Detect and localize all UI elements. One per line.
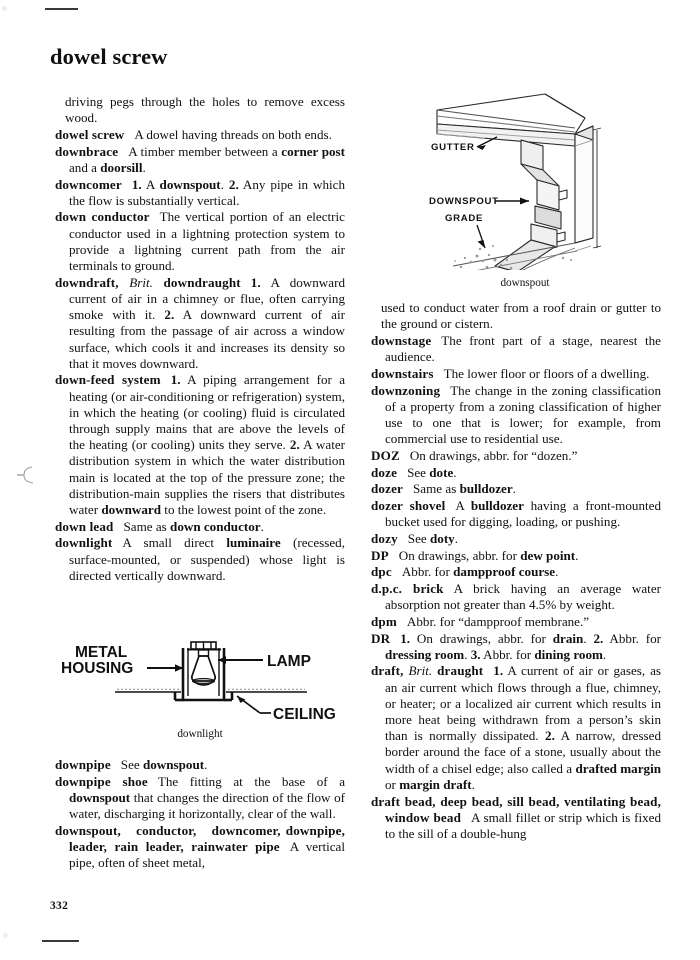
entry-text: Same as bulldozer.	[413, 481, 516, 497]
headword-lang-note: Brit.	[129, 274, 153, 290]
headword: dpm	[371, 613, 397, 629]
entry-text: 1. On drawings, abbr. for drain. 2. Abbr. for dressing room. 3. Abbr. for dining room.	[385, 630, 661, 662]
headword: dozer	[371, 481, 404, 497]
entry-dozer	[371, 481, 661, 497]
entry-down-conductor	[55, 209, 345, 274]
entry-dr	[371, 631, 661, 663]
headword: dozy	[371, 530, 398, 546]
figure-caption: downlight	[177, 728, 223, 740]
headword: downspout, conductor, downcomer, downpipe, leader, rain leader, rainwater pipe	[55, 822, 345, 855]
entry-text: See dote.	[407, 464, 457, 480]
entry-text: 1. A current of air or gases, as an air current which flows through a flue, chimney, or heater; or a localized air current which results in more heat being withdrawn from a person’s skin than is normally dissipated. 2. A narrow, dressed border around the face of a stone, usually about the width of a chisel edge; also called a drafted margin or margin draft.	[385, 663, 661, 792]
entry-text: The fitting at the base of a downspout that changes the direction of the flow of water, discharging it horizontally, clear of the wall.	[69, 773, 346, 822]
entry-dowel-screw	[55, 127, 345, 143]
entry-draft	[371, 663, 661, 793]
label-metal-housing-line2: HOUSING	[61, 660, 134, 677]
headword: downdraft,	[55, 274, 119, 290]
page-edge-rule-top	[45, 8, 78, 10]
headword: down lead	[55, 518, 114, 534]
entry-dpc-brick	[371, 581, 661, 613]
entry-text: A bulldozer having a front-mounted bucket used for digging, loading, or pushing.	[385, 497, 662, 530]
entry-text: Abbr. for “dampproof membrane.”	[406, 613, 590, 629]
entry-doz	[371, 448, 661, 464]
entry-text: A vertical pipe, often of sheet metal,	[69, 839, 346, 871]
headword-variant: downdraught	[163, 274, 241, 290]
entry-dpm	[371, 614, 661, 630]
right-column	[371, 300, 661, 843]
entry-text: The front part of a stage, nearest the audience.	[385, 332, 661, 365]
page-title: dowel screw	[50, 44, 168, 69]
headword: downstairs	[371, 365, 434, 381]
headword: doze	[371, 464, 398, 480]
headword: downpipe shoe	[55, 773, 148, 789]
headword: draft bead, deep bead, sill bead, ventilating bead, window bead	[371, 793, 661, 825]
entry-draft-bead	[371, 794, 661, 843]
scan-speck-bottom-left	[3, 933, 8, 938]
left-column	[55, 94, 345, 585]
headword: downcomer	[55, 176, 122, 192]
entry-text: used to conduct water from a roof drain or gutter to the ground or cistern.	[381, 300, 661, 332]
left-column-lower	[55, 757, 345, 872]
entry-dowel-screw-continuation	[55, 94, 345, 126]
entry-downdraft	[55, 275, 345, 372]
headword: downpipe	[55, 757, 111, 772]
entry-downstairs	[371, 366, 661, 382]
page-number: 332	[50, 900, 69, 912]
entry-text: Abbr. for dampproof course.	[401, 564, 559, 580]
margin-annotation-mark	[16, 459, 46, 489]
entry-downlight	[55, 535, 345, 584]
entry-dozy	[371, 531, 661, 547]
headword: dozer shovel	[371, 497, 446, 513]
entry-text: The change in the zoning classification of a property from a zoning classification of higher use to one that is lower; for example, from commercial use to residential use.	[385, 382, 661, 447]
entry-text: driving pegs through the holes to remove excess wood.	[65, 94, 345, 126]
entry-text: See downspout.	[120, 757, 208, 772]
headword: dpc	[371, 564, 392, 580]
label-gutter: GUTTER	[431, 142, 475, 153]
entry-text: The vertical portion of an electric conductor used in a lightning protection system to provide a lightning current path from the air terminals to ground.	[69, 209, 345, 274]
figure-caption: downspout	[500, 277, 550, 289]
entry-dpc	[371, 564, 661, 580]
entry-text: A timber member between a corner post and a doorsill.	[69, 143, 345, 175]
label-metal-housing-line1: METAL	[75, 644, 128, 661]
entry-doze	[371, 465, 661, 481]
entry-text: 1. A piping arrangement for a heating (or air-conditioning or refrigeration) system, in which the heating (or cooling) fluid is circulated through supply mains that are above the levels of the heating (or cooling) units they serve. 2. A water distribution system in which the water distribution main is located at the top of the pressure zone; the distribution-main supplies the risers that distributes water downward to the lowest point of the zone.	[69, 372, 346, 518]
entry-text: On drawings, abbr. for “dozen.”	[409, 447, 578, 463]
entry-dozer-shovel	[371, 498, 661, 530]
entry-downcomer	[55, 177, 345, 209]
headword-lang-note: Brit.	[408, 663, 433, 679]
headword: downbrace	[55, 143, 119, 159]
entry-downpipe	[55, 757, 345, 773]
entry-text: 1. A downward current of air in a chimney or flue, often carrying smoke with it. 2. A downward current of air resulting from the passage of air across a window surface, which cools it and increases its density so that it moves downward.	[69, 274, 345, 371]
entry-dp	[371, 548, 661, 564]
entry-down-feed-system	[55, 372, 345, 518]
label-lamp: LAMP	[267, 653, 311, 670]
headword: down conductor	[55, 209, 150, 225]
headword: DOZ	[371, 447, 400, 463]
entry-downpipe-shoe	[55, 774, 345, 823]
entry-downzoning	[371, 383, 661, 448]
headword: draft,	[371, 663, 404, 679]
entry-downstage	[371, 333, 661, 365]
entry-text: On drawings, abbr. for dew point.	[398, 547, 579, 563]
entry-text: A small direct luminaire (recessed, surface-mounted, or suspended) whose light is directed vertically downward.	[69, 535, 345, 583]
entry-text: A small fillet or strip which is fixed to the sill of a double-hung	[385, 809, 661, 841]
page-edge-rule-bottom	[42, 940, 79, 942]
headword: downzoning	[371, 382, 441, 398]
headword: DR	[371, 630, 391, 646]
entry-text: 1. A downspout. 2. Any pipe in which the flow is substantially vertical.	[69, 176, 346, 208]
entry-downbrace	[55, 144, 345, 176]
figure-downspout	[425, 88, 625, 289]
headword: down-feed system	[55, 372, 161, 388]
entry-downspout-continuation	[371, 300, 661, 332]
entry-down-lead	[55, 519, 345, 535]
entry-text: Same as down conductor.	[123, 518, 264, 534]
headword: dowel screw	[55, 126, 125, 142]
entry-text: See doty.	[407, 530, 459, 546]
entry-text: The lower floor or floors of a dwelling.	[443, 365, 650, 381]
entry-text: A brick having an average water absorption not greater than 4.5% by weight.	[385, 580, 661, 613]
label-downspout: DOWNSPOUT	[429, 196, 499, 207]
headword-variant: draught	[437, 663, 484, 679]
entry-text: A dowel having threads on both ends.	[134, 126, 332, 142]
downspout-diagram	[425, 88, 625, 270]
headword: downstage	[371, 332, 432, 348]
entry-downspout	[55, 823, 345, 872]
headword: DP	[371, 547, 389, 563]
headword: downlight	[55, 535, 113, 551]
label-ceiling: CEILING	[273, 706, 336, 722]
scan-speck-top-left	[2, 6, 7, 11]
label-grade: GRADE	[445, 213, 484, 224]
figure-downlight	[55, 640, 345, 740]
downlight-diagram	[55, 640, 345, 722]
headword: d.p.c. brick	[371, 580, 444, 596]
